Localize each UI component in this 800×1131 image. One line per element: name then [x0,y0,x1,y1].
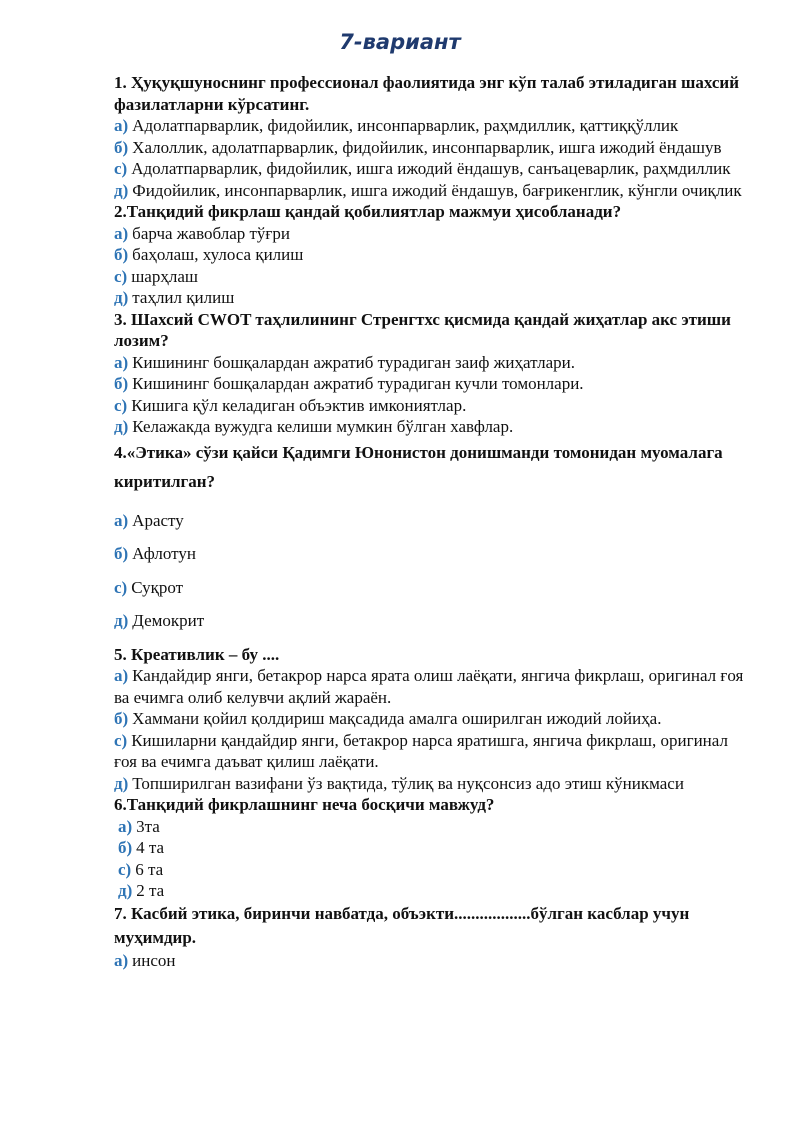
option-label: а) [114,510,129,530]
option-label: б) [114,245,129,264]
question-text: 7. Касбий этика, биринчи навбатда, объэкти..................бўлган касблар учун муҳимдир. [114,903,690,947]
option-text: Адолатпарварлик, фидойилик, инсонпарварлик, раҳмдиллик, қаттиққўллик [132,116,679,135]
option-a [114,950,754,972]
option-d [114,416,754,438]
option-label: б) [114,374,129,393]
variant-title: 7-вариант [339,30,461,54]
question-text: 6.Танқидий фикрлашнинг неча босқичи мавжуд? [114,795,495,814]
option-text: барча жавоблар тўғри [132,223,290,243]
option-d [114,880,754,902]
option-b [114,543,754,565]
option-text: Афлотун [132,544,196,563]
option-label: д) [114,773,129,793]
option-a [114,352,754,374]
option-label: с) [114,266,128,286]
option-label: д) [114,288,129,307]
option-d [114,287,754,309]
question-text: 2.Танқидий фикрлаш қандай қобилиятлар мажмуи ҳисобланади? [114,202,622,221]
option-text: 6 та [135,859,164,879]
option-label: а) [114,116,129,135]
option-a [114,223,754,245]
option-label: б) [114,137,129,157]
option-d [114,610,754,632]
option-text: таҳлил қилиш [132,288,235,307]
question-5 [114,644,754,795]
question-7 [114,902,754,972]
option-label: а) [114,352,129,372]
option-label: б) [114,544,129,563]
option-text: Кишининг бошқалардан ажратиб турадиган заиф жиҳатлари. [132,352,575,372]
question-6 [114,794,754,902]
option-b [114,837,754,859]
option-b [114,708,754,730]
option-text: Кандайдир янги, бетакрор нарса ярата олиш лаёқати, янгича фикрлаш, оригинал ғоя ва ечимга олиб келувчи ақлий жараён. [114,666,744,707]
option-text: Топширилган вазифани ўз вақтида, тўлиқ ва нуқсонсиз адо этиш кўникмаси [132,773,684,793]
option-text: Халоллик, адолатпарварлик, фидойилик, инсонпарварлик, ишга ижодий ёндашув [132,137,722,157]
option-label: с) [114,159,128,178]
option-label: с) [114,395,128,415]
option-text: Келажакда вужудга келиши мумкин бўлган хавфлар. [132,417,514,436]
question-2 [114,201,754,309]
option-a [114,115,754,137]
option-text: Кишига қўл келадиган объэктив имкониятлар. [131,395,467,415]
option-d [114,180,754,202]
option-label: с) [114,730,128,750]
option-b [114,373,754,395]
option-text: Демокрит [132,611,205,630]
question-text: 3. Шахсий CWOT таҳлилининг Стренгтхс қисмида қандай жиҳатлар акс этиши лозим? [114,309,731,350]
option-text: Адолатпарварлик, фидойилик, ишга ижодий ёндашув, санъацеварлик, раҳмдиллик [131,159,731,178]
option-label: а) [114,950,129,970]
option-c [114,730,754,773]
question-list [114,72,754,971]
option-text: 3та [136,816,160,836]
option-label: д) [114,180,129,200]
question-text: 1. Ҳуқуқшуноснинг профессионал фаолиятида энг кўп талаб этиладиган шахсий фазилатларни кўрсатинг. [114,73,739,114]
option-label: а) [118,816,133,836]
option-label: д) [114,417,129,436]
option-text: Фидойилик, инсонпарварлик, ишга ижодий ёндашув, бағрикенглик, кўнгли очиқлик [132,180,742,200]
option-text: баҳолаш, хулоса қилиш [132,245,304,264]
option-d [114,773,754,795]
option-c [114,395,754,417]
question-3 [114,309,754,438]
option-text: Кишиларни қандайдир янги, бетакрор нарса яратишга, янгича фикрлаш, оригинал ғоя ва ечимга даъват қилиш лаёқати. [114,730,728,771]
option-text: 2 та [136,881,165,900]
option-c [114,577,754,599]
option-label: д) [118,881,133,900]
option-text: Суқрот [131,577,184,597]
option-b [114,137,754,159]
question-text: 4.«Этика» сўзи қайси Қадимги Юнонистон донишманди томонидан муомалага киритилган? [114,442,723,491]
option-text: Арасту [132,510,184,530]
option-a [114,510,754,532]
option-label: д) [114,611,129,630]
option-label: а) [114,666,129,685]
option-text: шарҳлаш [131,266,198,286]
option-text: 4 та [136,838,165,857]
question-1 [114,72,754,201]
option-c [114,158,754,180]
option-label: б) [114,709,129,728]
option-text: Кишининг бошқалардан ажратиб турадиган кучли томонлари. [132,374,584,393]
question-text: 5. Креативлик – бу .... [114,644,280,664]
option-label: а) [114,223,129,243]
option-text: Хаммани қойил қолдириш мақсадида амалга оширилган ижодий лойиҳа. [132,709,662,728]
option-label: б) [118,838,133,857]
option-label: с) [114,577,128,597]
option-b [114,244,754,266]
option-a [114,816,754,838]
option-a [114,665,754,708]
option-c [114,859,754,881]
option-text: инсон [132,950,176,970]
question-4 [114,438,754,632]
option-c [114,266,754,288]
option-label: с) [118,859,132,879]
